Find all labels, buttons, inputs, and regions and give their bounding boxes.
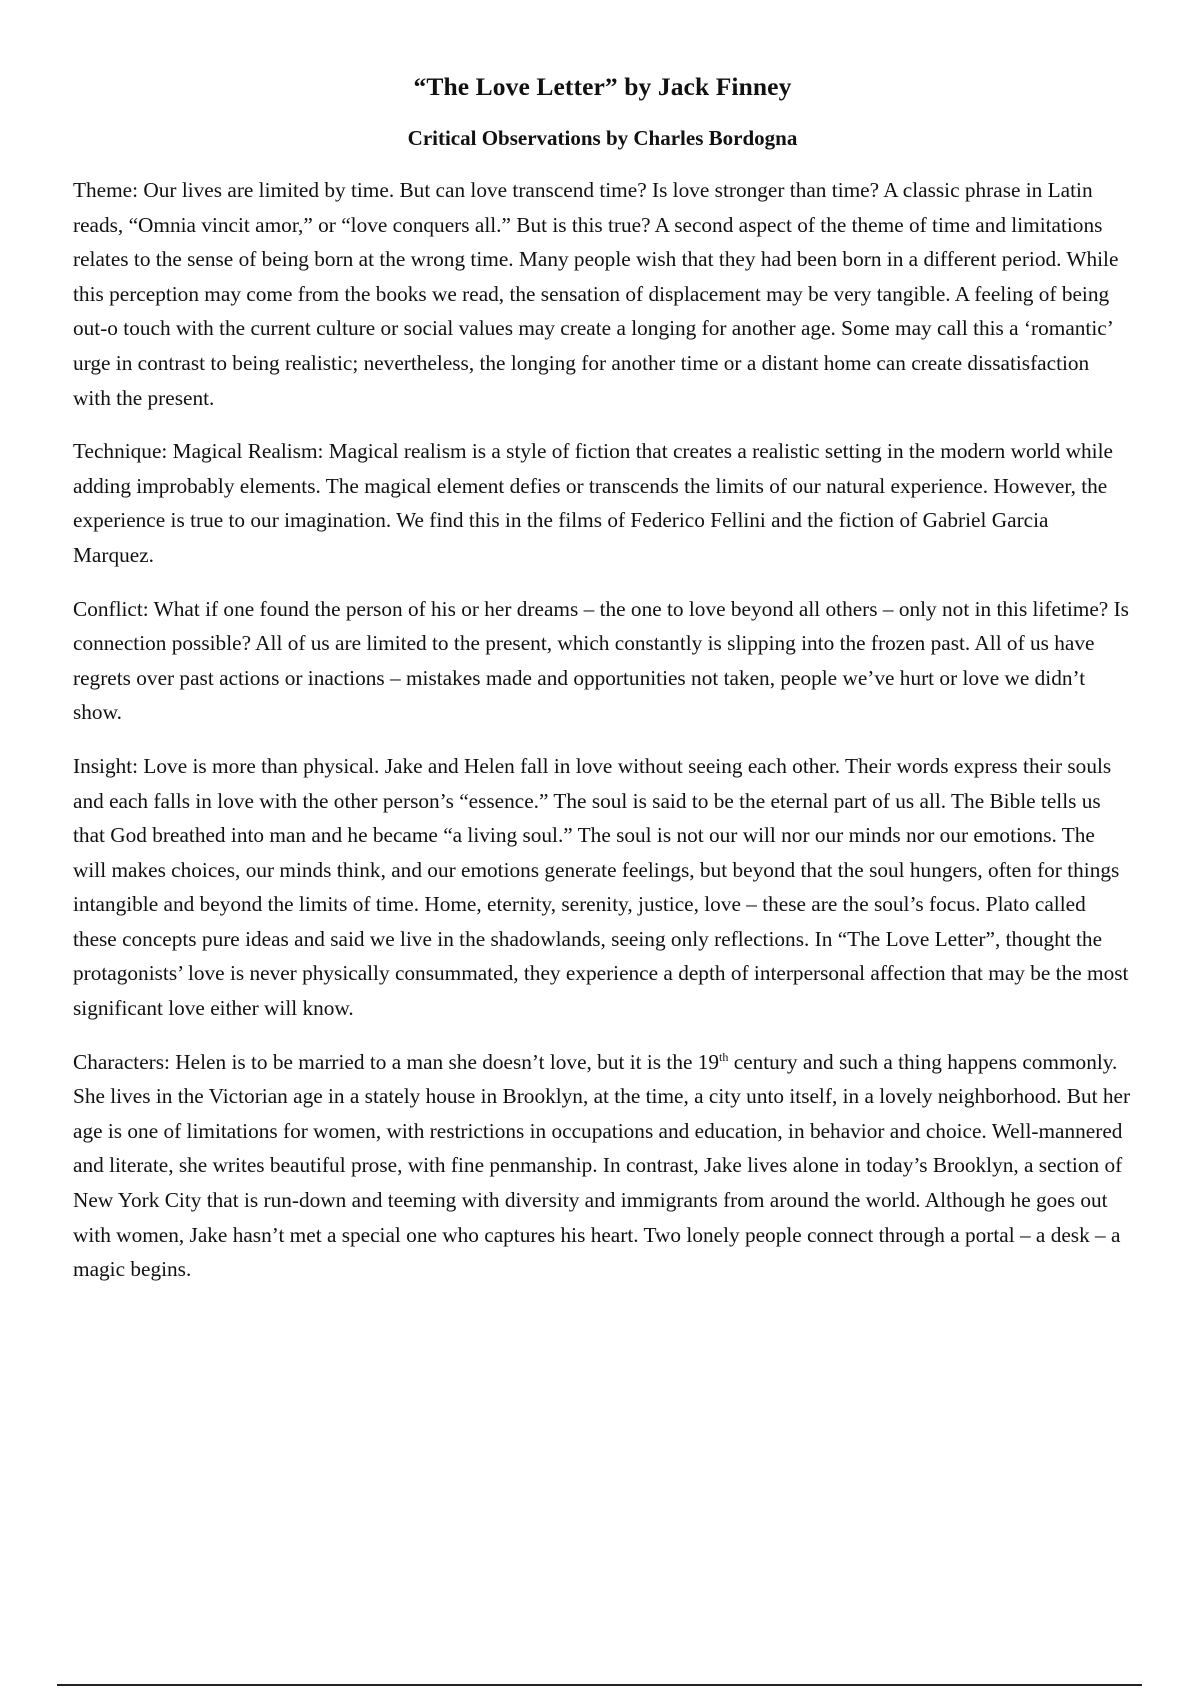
document-body xyxy=(73,173,1132,1287)
paragraph-theme: Theme: Our lives are limited by time. But can love transcend time? Is love stronger than time? A classic phrase in Latin reads, “Omnia vincit amor,” or “love conquers all.” But is this true? A second aspect of the theme of time and limitations relates to the sense of being born at the wrong time. Many people wish that they had been born in a different period. While this perception may come from the books we read, the sensation of displacement may be very tangible. A feeling of being out-o touch with the current culture or social values may create a longing for another age. Some may call this a ‘romantic’ urge in contrast to being realistic; nevertheless, the longing for another time or a distant home can create dissatisfaction with the present. xyxy=(73,178,1119,410)
paragraph-insight: Insight: Love is more than physical. Jake and Helen fall in love without seeing each other. Their words express their souls and each falls in love with the other person’s “essence.” The soul is said to be the eternal part of us all. The Bible tells us that God breathed into man and he became “a living soul.” The soul is not our will nor our minds nor our emotions. The will makes choices, our minds think, and our emotions generate feelings, but beyond that the soul hungers, often for things intangible and beyond the limits of time. Home, eternity, serenity, justice, love – these are the soul’s focus. Plato called these concepts pure ideas and said we live in the shadowlands, seeing only reflections. In “The Love Letter”, thought the protagonists’ love is never physically consummated, they experience a depth of interpersonal affection that may be the most significant love either will know. xyxy=(73,753,1129,1021)
paragraph-characters xyxy=(73,1045,1132,1287)
footer-rule xyxy=(57,1684,1142,1686)
paragraph-characters-text-end: century and such a thing happens commonly. She lives in the Victorian age in a stately house in Brooklyn, at the time, a city unto itself, in a lovely neighborhood. But her age is one of limitations for women, with restrictions in occupations and education, in behavior and choice. Well-mannered and literate, she writes beautiful prose, with fine penmanship. In contrast, Jake lives alone in today’s Brooklyn, a section of New York City that is run-down and teeming with diversity and immigrants from around the world. Although he goes out with women, Jake hasn’t met a special one who captures his heart. Two lonely people connect through a portal – a desk – a magic begins. xyxy=(73,1049,1131,1282)
document-subtitle: Critical Observations by Charles Bordogna xyxy=(407,126,798,150)
paragraph-characters-text-start: Characters: Helen is to be married to a man she doesn’t love, but it is the 19 xyxy=(73,1049,720,1074)
paragraph-conflict: Conflict: What if one found the person of his or her dreams – the one to love beyond all others – only not in this lifetime? Is connection possible? All of us are limited to the present, which constantly is slipping into the frozen past. All of us have regrets over past actions or inactions – mistakes made and opportunities not taken, people we’ve hurt or love we didn’t show. xyxy=(73,596,1129,725)
document-title: “The Love Letter” by Jack Finney xyxy=(413,72,792,101)
ordinal-superscript: th xyxy=(719,1049,729,1064)
paragraph-technique: Technique: Magical Realism: Magical realism is a style of fiction that creates a realistic setting in the modern world while adding improbably elements. The magical element defies or transcends the limits of our natural experience. However, the experience is true to our imagination. We find this in the films of Federico Fellini and the fiction of Gabriel Garcia Marquez. xyxy=(73,439,1113,567)
